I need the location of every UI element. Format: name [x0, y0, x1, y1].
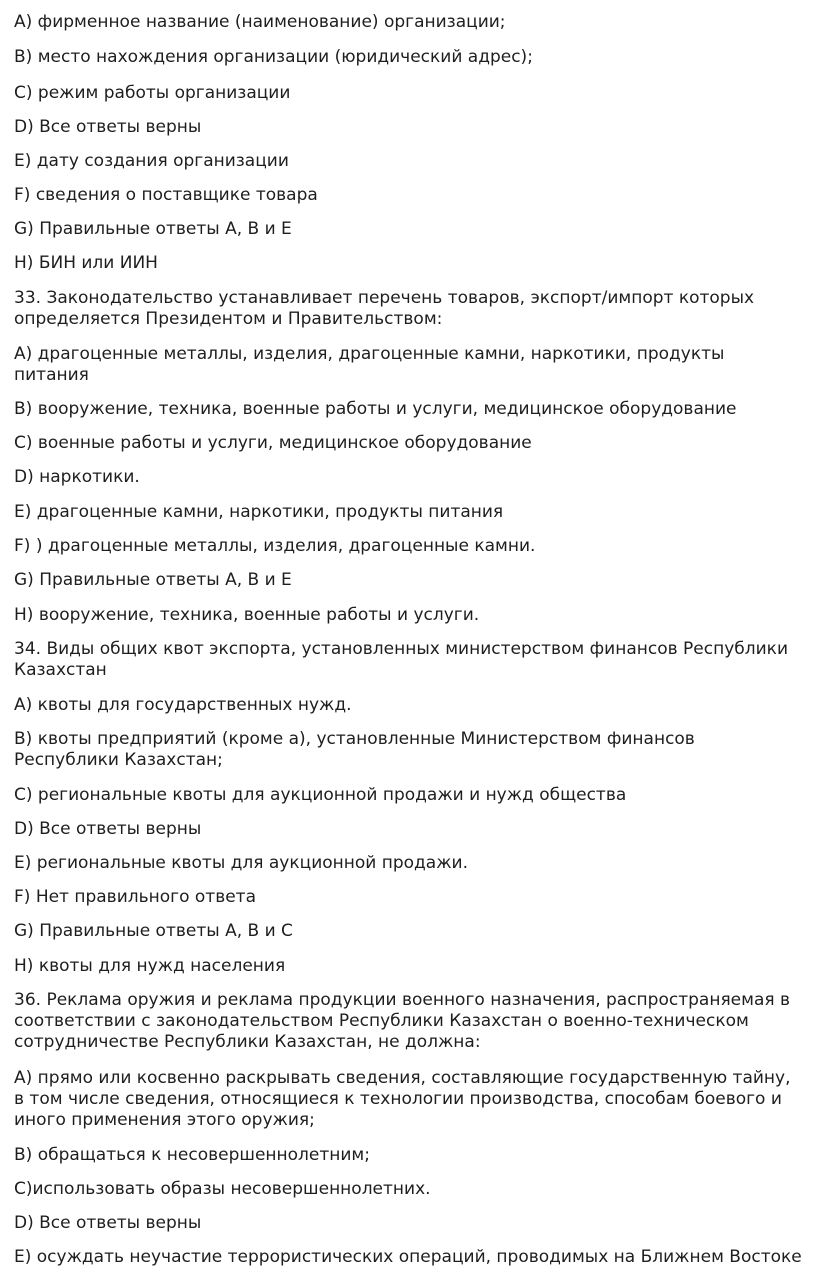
answer-option-d: D) наркотики. — [14, 467, 140, 487]
answer-option-b: B) вооружение, техника, военные работы и услуги, медицинское оборудование — [14, 399, 737, 419]
answer-option-a: A) фирменное название (наименование) организации; — [14, 12, 506, 32]
answer-option-d: D) Все ответы верны — [14, 819, 202, 839]
answer-option-b: B) место нахождения организации (юридический адрес); — [14, 47, 533, 67]
answer-option-g: G) Правильные ответы A, B и E — [14, 219, 292, 239]
answer-option-d: D) Все ответы верны — [14, 1213, 202, 1233]
answer-option-e: E) дату создания организации — [14, 151, 289, 171]
answer-option-b: B) квоты предприятий (кроме а), установленные Министерством финансов Республики Казахстан; — [14, 729, 695, 770]
answer-option-a: A) драгоценные металлы, изделия, драгоценные камни, наркотики, продукты питания — [14, 344, 725, 385]
answer-option-f: F) ) драгоценные металлы, изделия, драгоценные камни. — [14, 536, 536, 556]
answer-option-h: H) БИН или ИИН — [14, 253, 158, 273]
answer-option-d: D) Все ответы верны — [14, 117, 202, 137]
answer-option-a: A) квоты для государственных нужд. — [14, 695, 352, 715]
question-36: 36. Реклама оружия и реклама продукции военного назначения, распространяемая в соответствии с законодательством Республики Казахстан о военно-техническом сотрудничестве Республики Казахстан, не должна: — [14, 990, 791, 1052]
answer-option-c: C) режим работы организации — [14, 83, 291, 103]
question-33: 33. Законодательство устанавливает перечень товаров, экспорт/импорт которых определяется Президентом и Правительством: — [14, 288, 755, 329]
answer-option-a: A) прямо или косвенно раскрывать сведения, составляющие государственную тайну, в том числе сведения, относящиеся к технологии производства, способам боевого и иного применения этого оружия; — [14, 1068, 791, 1130]
answer-option-h: H) квоты для нужд населения — [14, 956, 286, 976]
answer-option-h: H) вооружение, техника, военные работы и услуги. — [14, 605, 480, 625]
answer-option-f: F) Нет правильного ответа — [14, 887, 256, 907]
answer-option-e: E) драгоценные камни, наркотики, продукты питания — [14, 502, 504, 522]
answer-option-c: C) военные работы и услуги, медицинское оборудование — [14, 433, 532, 453]
answer-option-f: F) сведения о поставщике товара — [14, 185, 318, 205]
answer-option-g: G) Правильные ответы A, B и C — [14, 921, 293, 941]
answer-option-c: C) региональные квоты для аукционной продажи и нужд общества — [14, 785, 627, 805]
answer-option-e: E) региональные квоты для аукционной продажи. — [14, 853, 468, 873]
answer-option-c: C)использовать образы несовершеннолетних. — [14, 1179, 431, 1199]
answer-option-b: B) обращаться к несовершеннолетним; — [14, 1145, 370, 1165]
answer-option-g: G) Правильные ответы A, B и E — [14, 570, 292, 590]
question-34: 34. Виды общих квот экспорта, установленных министерством финансов Республики Казахстан — [14, 639, 788, 680]
answer-option-e: E) осуждать неучастие террористических операций, проводимых на Ближнем Востоке — [14, 1247, 802, 1267]
